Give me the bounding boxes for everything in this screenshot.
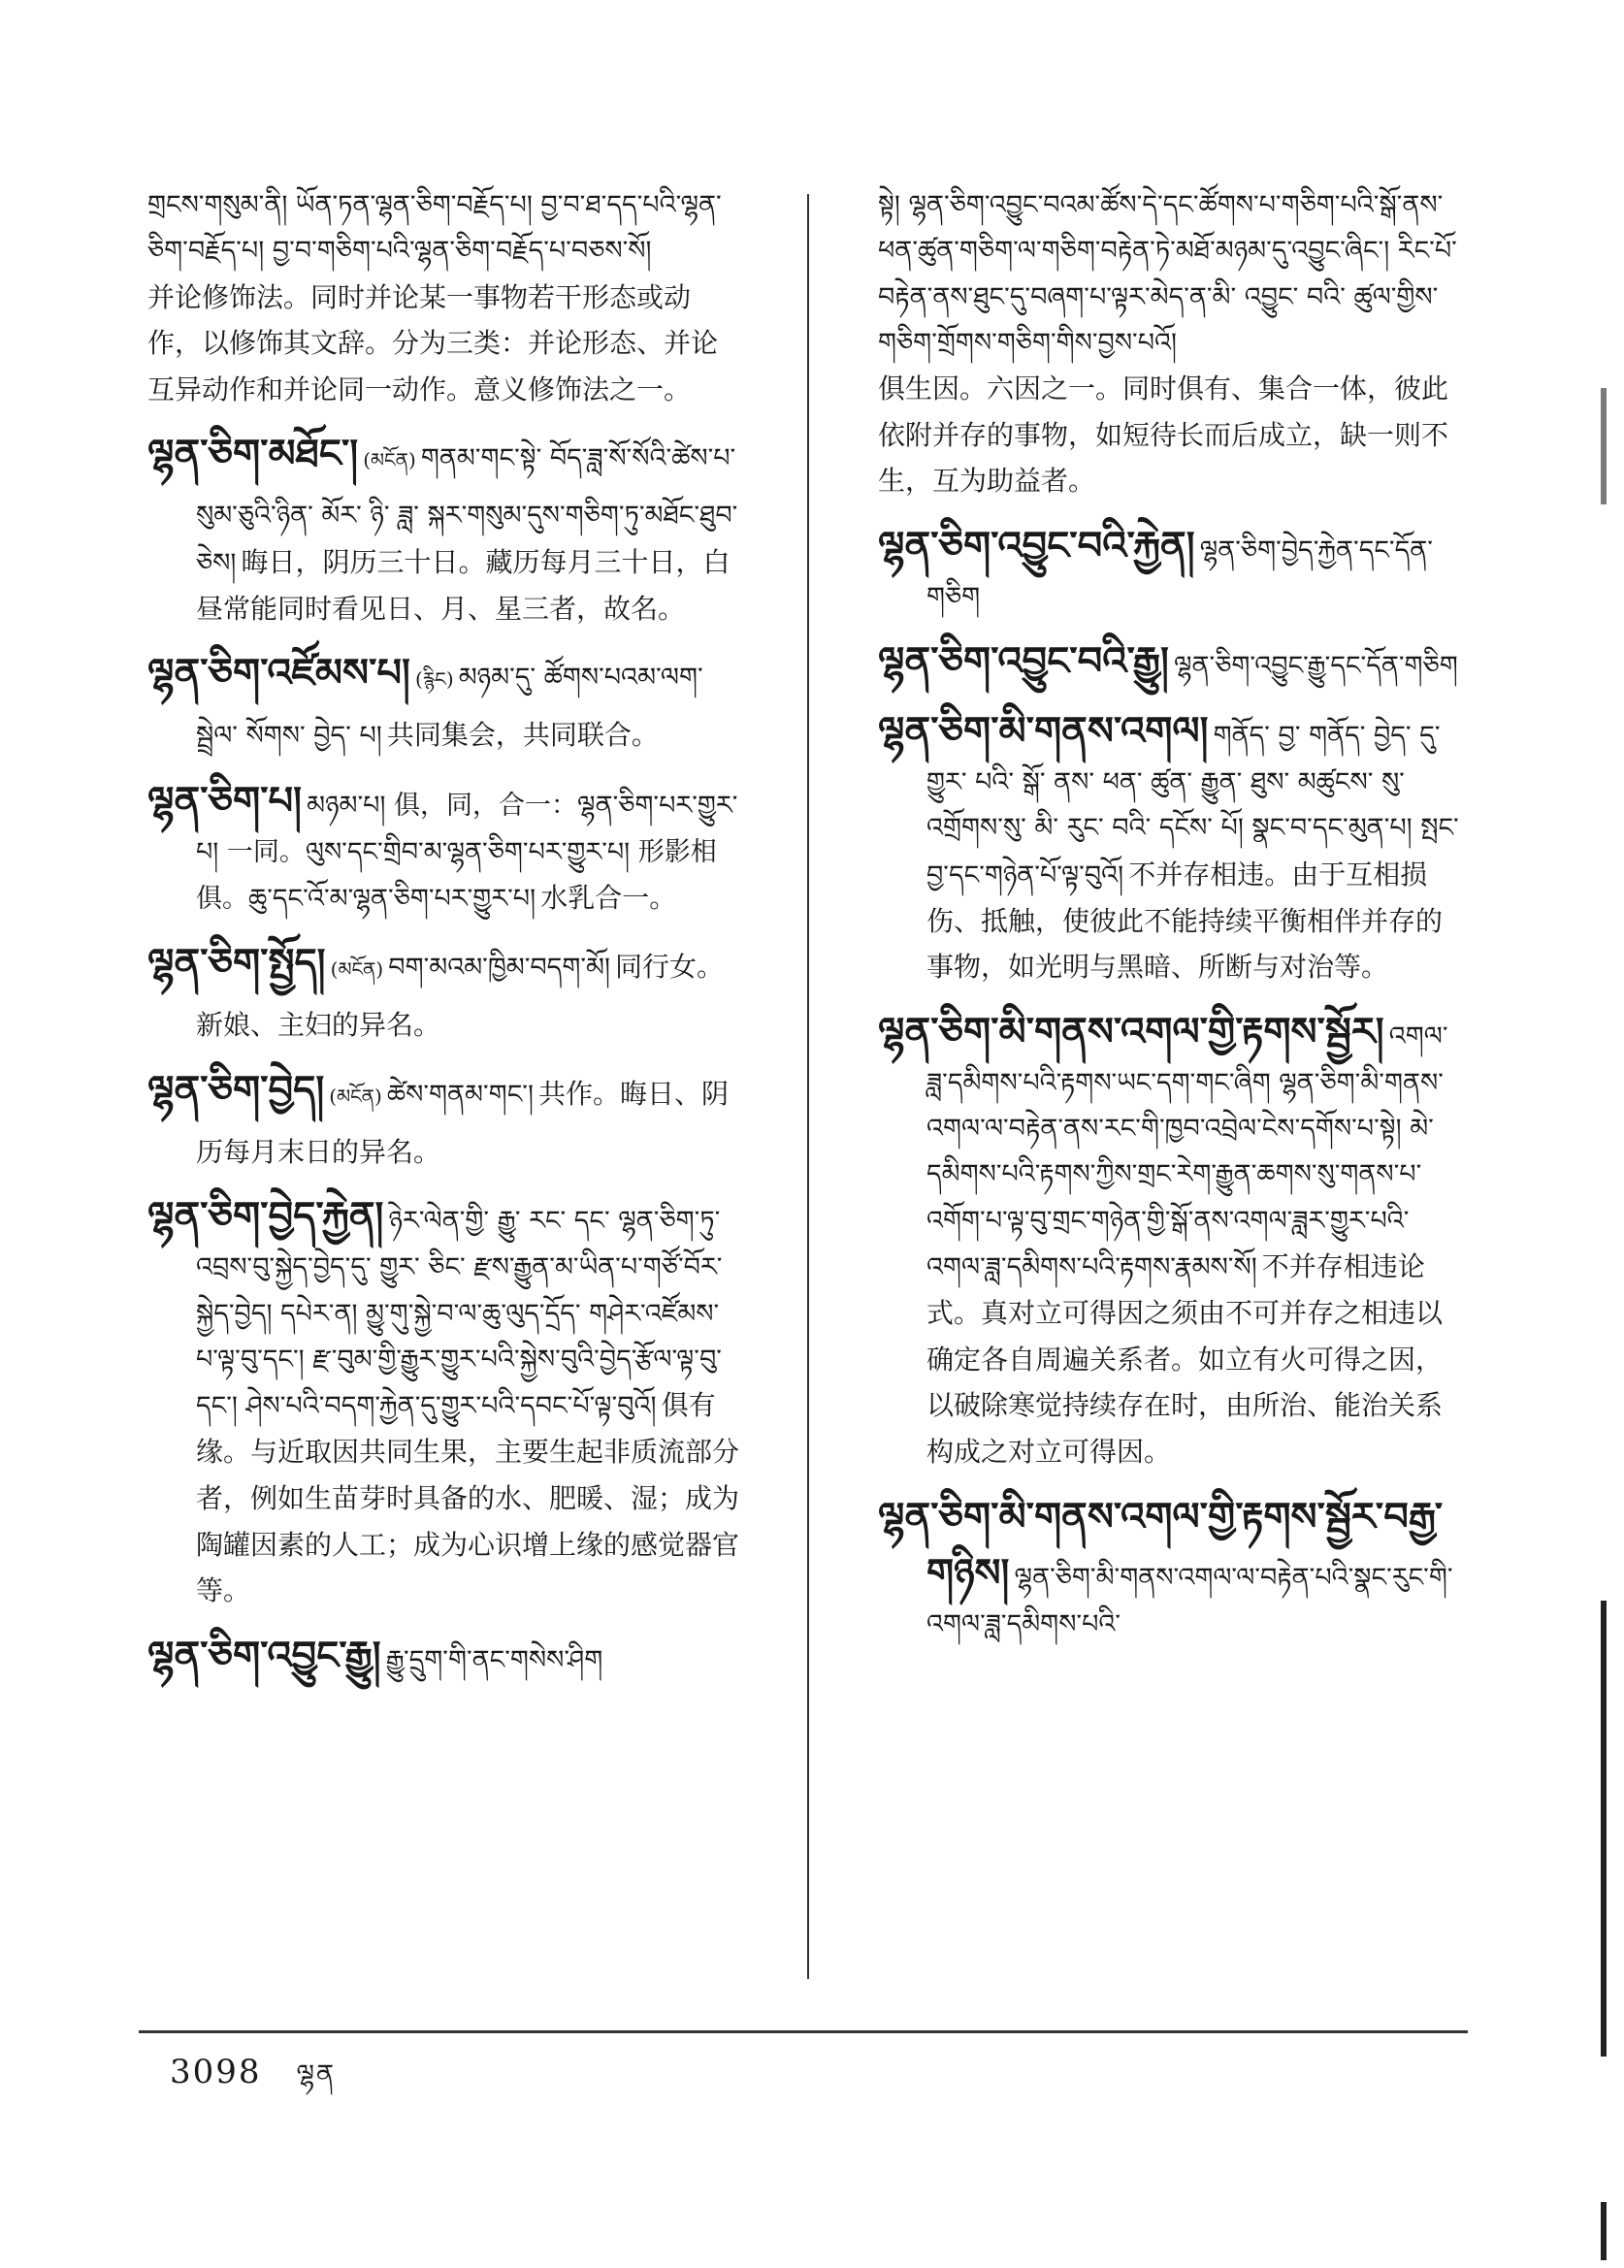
entry-gloss: བག་མའམ་ཁྱིམ་བདག་མོ། bbox=[388, 953, 610, 984]
entry bbox=[878, 1489, 1460, 1647]
scan-edge-mark bbox=[1601, 2202, 1607, 2260]
entry bbox=[147, 1062, 739, 1176]
headword: ལྷན་ཅིག་མི་གནས་འགལ་གྱི་རྟགས་སྦྱོར་བརྒྱ་གཉིས། bbox=[878, 1494, 1444, 1596]
headword: ལྷན་ཅིག་བྱེད། bbox=[147, 1067, 325, 1113]
running-head: ལྷན bbox=[296, 2059, 337, 2090]
entry bbox=[878, 703, 1460, 990]
entry-translation: 共同集会，共同联合。 bbox=[386, 719, 659, 752]
entry-translation: 晦日，阴历三十日。藏历每月三十日，白昼常能同时看见日、月、星三者，故名。 bbox=[196, 545, 731, 625]
register-tag: (རྙིང) bbox=[415, 667, 454, 692]
scan-edge-mark bbox=[1601, 388, 1607, 504]
entry-gloss: གནམ་གང་སྟེ་ བོད་ཟླ་སོ་སོའི་ཚེས་པ་སུམ་ཅུའི་ཉིན་ མོར་ ཉི་ ཟླ་ སྐར་གསུམ་དུས་གཅིག་ཏུ་མཐོང་ཐུབ་ཅེས། bbox=[196, 443, 738, 578]
entry bbox=[147, 773, 739, 923]
entry-translation: 俱有缘。与近取因共同生果，主要生起非质流部分者，例如生苗芽时具备的水、肥暖、湿；成为陶罐因素的人工；成为心识增上缘的感觉器官等。 bbox=[196, 1389, 740, 1607]
entry bbox=[147, 935, 739, 1049]
headword: ལྷན་ཅིག་མི་གནས་འགལ་གྱི་རྟགས་སྦྱོར། bbox=[878, 1009, 1384, 1054]
entry-continuation bbox=[147, 182, 739, 412]
headword: ལྷན་ཅིག་མཐོང་། bbox=[147, 432, 359, 477]
entry-translation: 同行女。新娘、主妇的异名。 bbox=[196, 951, 725, 1042]
entry-translation: 水乳合一。 bbox=[540, 881, 677, 914]
register-tag: (མངོན) bbox=[330, 957, 384, 982]
entry bbox=[147, 1188, 739, 1613]
entry bbox=[147, 1628, 739, 1684]
register-tag: (མངོན) bbox=[329, 1084, 382, 1108]
entry-continuation bbox=[878, 182, 1460, 504]
entry-translation: 不并存相违。由于互相损伤、抵触，使彼此不能持续平衡相伴并存的事物，如光明与黑暗、所断与对治等。 bbox=[926, 858, 1444, 984]
entry-gloss: ལྷན་ཅིག་མི་གནས་འགལ་ལ་བརྟེན་པའི་སྣང་རུང་གི་འགལ་ཟླ་དམིགས་པའི་ bbox=[926, 1562, 1453, 1639]
column-divider bbox=[807, 194, 809, 1979]
scan-edge-mark bbox=[1601, 1601, 1607, 2057]
entry-gloss: རྒྱུ་དྲུག་གི་ནང་གསེས་ཤིག bbox=[385, 1644, 603, 1675]
headword: ལྷན་ཅིག་སྤྱོད། bbox=[147, 941, 326, 987]
left-column bbox=[147, 182, 739, 1698]
entry bbox=[147, 645, 739, 759]
entry bbox=[878, 633, 1460, 690]
headword: ལྷན་ཅིག་འབྱུང་བའི་རྒྱུ། bbox=[878, 639, 1169, 685]
entry-gloss: གནོད་ བྱ་ གནོད་ བྱེད་ དུ་ གྱུར་ པའི་ སྒོ་ ནས་ ཕན་ ཚུན་ རྒྱུན་ ཐུས་ མཚུངས་ སུ་ འགྲོགས་སུ་ མི་ རུང་ བའི་ དངོས་ པོ། སྣང་བ་དང་མུན་པ། སྤང་བྱ་དང་གཉེན་པོ་ལྟ་བུའོ། bbox=[926, 721, 1459, 891]
headword: ལྷན་ཅིག་འབྱུང་བའི་རྐྱེན། bbox=[878, 523, 1195, 568]
entry bbox=[878, 1004, 1460, 1475]
entry bbox=[147, 426, 739, 632]
entry-translation: 并论修饰法。同时并论某一事物若干形态或动作，以修饰其文辞。分为三类：并论形态、并论互异动作和并论同一动作。意义修饰法之一。 bbox=[147, 280, 719, 405]
headword: ལྷན་ཅིག་མི་གནས་འགལ། bbox=[878, 709, 1209, 755]
page-number: 3098 bbox=[170, 2053, 262, 2091]
entry bbox=[878, 518, 1460, 620]
headword: ལྷན་ཅིག་འཛོམས་པ། bbox=[147, 651, 410, 697]
register-tag: (མངོན) bbox=[363, 448, 416, 472]
entry-translation: 不并存相违论式。真对立可得因之须由不可并存之相违以确定各自周遍关系者。如立有火可得之因，以破除寒觉持续存在时，由所治、能治关系构成之对立可得因。 bbox=[926, 1249, 1444, 1468]
entry-translation: 俱生因。六因之一。同时俱有、集合一体，彼此依附并存的事物，如短待长而后成立，缺一则不生，互为助益者。 bbox=[878, 373, 1449, 498]
headword: ལྷན་ཅིག་པ། bbox=[147, 778, 303, 824]
entry-gloss: མཉམ་དུ་ ཚོགས་པའམ་ལག་སྦྲེལ་ སོགས་ བྱེད་ པ། bbox=[196, 663, 703, 752]
footer-rule bbox=[139, 2030, 1468, 2033]
entry-gloss: མཉམ་པ། 俱，同，合一：ལྷན་ཅིག་པར་གྱུར་པ། 一同。ལུས་དང་གྲིབ་མ་ལྷན་ཅིག་པར་གྱུར་པ། 形影相俱。ཆུ་དང་འོ་མ་ལྷན་ཅིག་པར་གྱུར་པ། bbox=[196, 790, 738, 914]
entry-gloss: ཚེས་གནམ་གང་། bbox=[386, 1079, 534, 1110]
entry-gloss: ལྷན་ཅིག་བྱེད་རྐྱེན་དང་དོན་གཅིག bbox=[926, 535, 1433, 612]
headword: ལྷན་ཅིག་བྱེད་རྐྱེན། bbox=[147, 1194, 384, 1240]
entry-gloss: སྟེ། ལྷན་ཅིག་འབྱུང་བའམ་ཚོས་དེ་དང་ཚོགས་པ་གཅིག་པའི་སྒོ་ནས་ཕན་ཚུན་གཅིག་ལ་གཅིག་བརྟེན་ཏེ་མཐོ་མཉམ་དུ་འབྱུང་ཞིང་། རིང་པོ་བརྟེན་ནས་ཐུང་དུ་བཞག་པ་ལྟར་མེད་ན་མི་ འབྱུང་ བའི་ ཚུལ་གྱིས་གཅིག་གྲོགས་གཅིག་གིས་བྱས་པའོ། bbox=[878, 190, 1457, 358]
entry-gloss: འགལ་ཟླ་དམིགས་པའི་རྟགས་ཡང་དག་གང་ཞིག ལྷན་ཅིག་མི་གནས་འགལ་ལ་བརྟེན་ནས་རང་གི་ཁྱབ་འབྲེལ་ངེས་དགོས་པ་སྟེ། མེ་དམིགས་པའི་རྟགས་ཀྱིས་གྲང་རེག་རྒྱུན་ཆགས་སུ་གནས་པ་འགོག་པ་ལྟ་བུ་གྲང་གཉེན་གྱི་སྒོ་ནས་འགལ་ཟླར་གྱུར་པའི་འགལ་ཟླ་དམིགས་པའི་རྟགས་རྣམས་སོ། bbox=[926, 1021, 1448, 1282]
entry-gloss: ཉེར་ལེན་གྱི་ རྒྱུ་ རང་ དང་ ལྷན་ཅིག་ཏུ་འབྲས་བུ་སྐྱེད་བྱེད་དུ་ གྱུར་ ཅིང་ རྫས་རྒྱུན་མ་ཡིན་པ་གཙོ་བོར་སྐྱེད་བྱེད། དཔེར་ན། མྱུ་གུ་སྐྱེ་བ་ལ་ཆུ་ལུད་དྲོད་ གཤེར་འཛོམས་ པ་ལྟ་བུ་དང་། རྫ་བུམ་གྱི་རྒྱུར་གྱུར་པའི་སྐྱེས་བུའི་བྱེད་རྩོལ་ལྟ་བུ་དང་། ཤེས་པའི་བདག་རྐྱེན་དུ་གྱུར་པའི་དབང་པོ་ལྟ་བུའོ། bbox=[196, 1206, 723, 1422]
entry-translation: 共作。晦日、阴历每月末日的异名。 bbox=[196, 1077, 730, 1168]
right-column bbox=[878, 182, 1460, 1661]
entry-gloss: གྲངས་གསུམ་ནི། ཡོན་ཏན་ལྷན་ཅིག་བརྗོད་པ། བྱ་བ་ཐ་དད་པའི་ལྷན་ཅིག་བརྗོད་པ། བྱ་བ་གཅིག་པའི་ལྷན་ཅིག་བརྗོད་པ་བཅས་སོ། bbox=[147, 190, 722, 267]
entry-gloss: ལྷན་ཅིག་འབྱུང་རྒྱུ་དང་དོན་གཅིག bbox=[1174, 651, 1458, 682]
page-footer bbox=[170, 2052, 371, 2097]
headword: ལྷན་ཅིག་འབྱུང་རྒྱུ། bbox=[147, 1633, 381, 1678]
